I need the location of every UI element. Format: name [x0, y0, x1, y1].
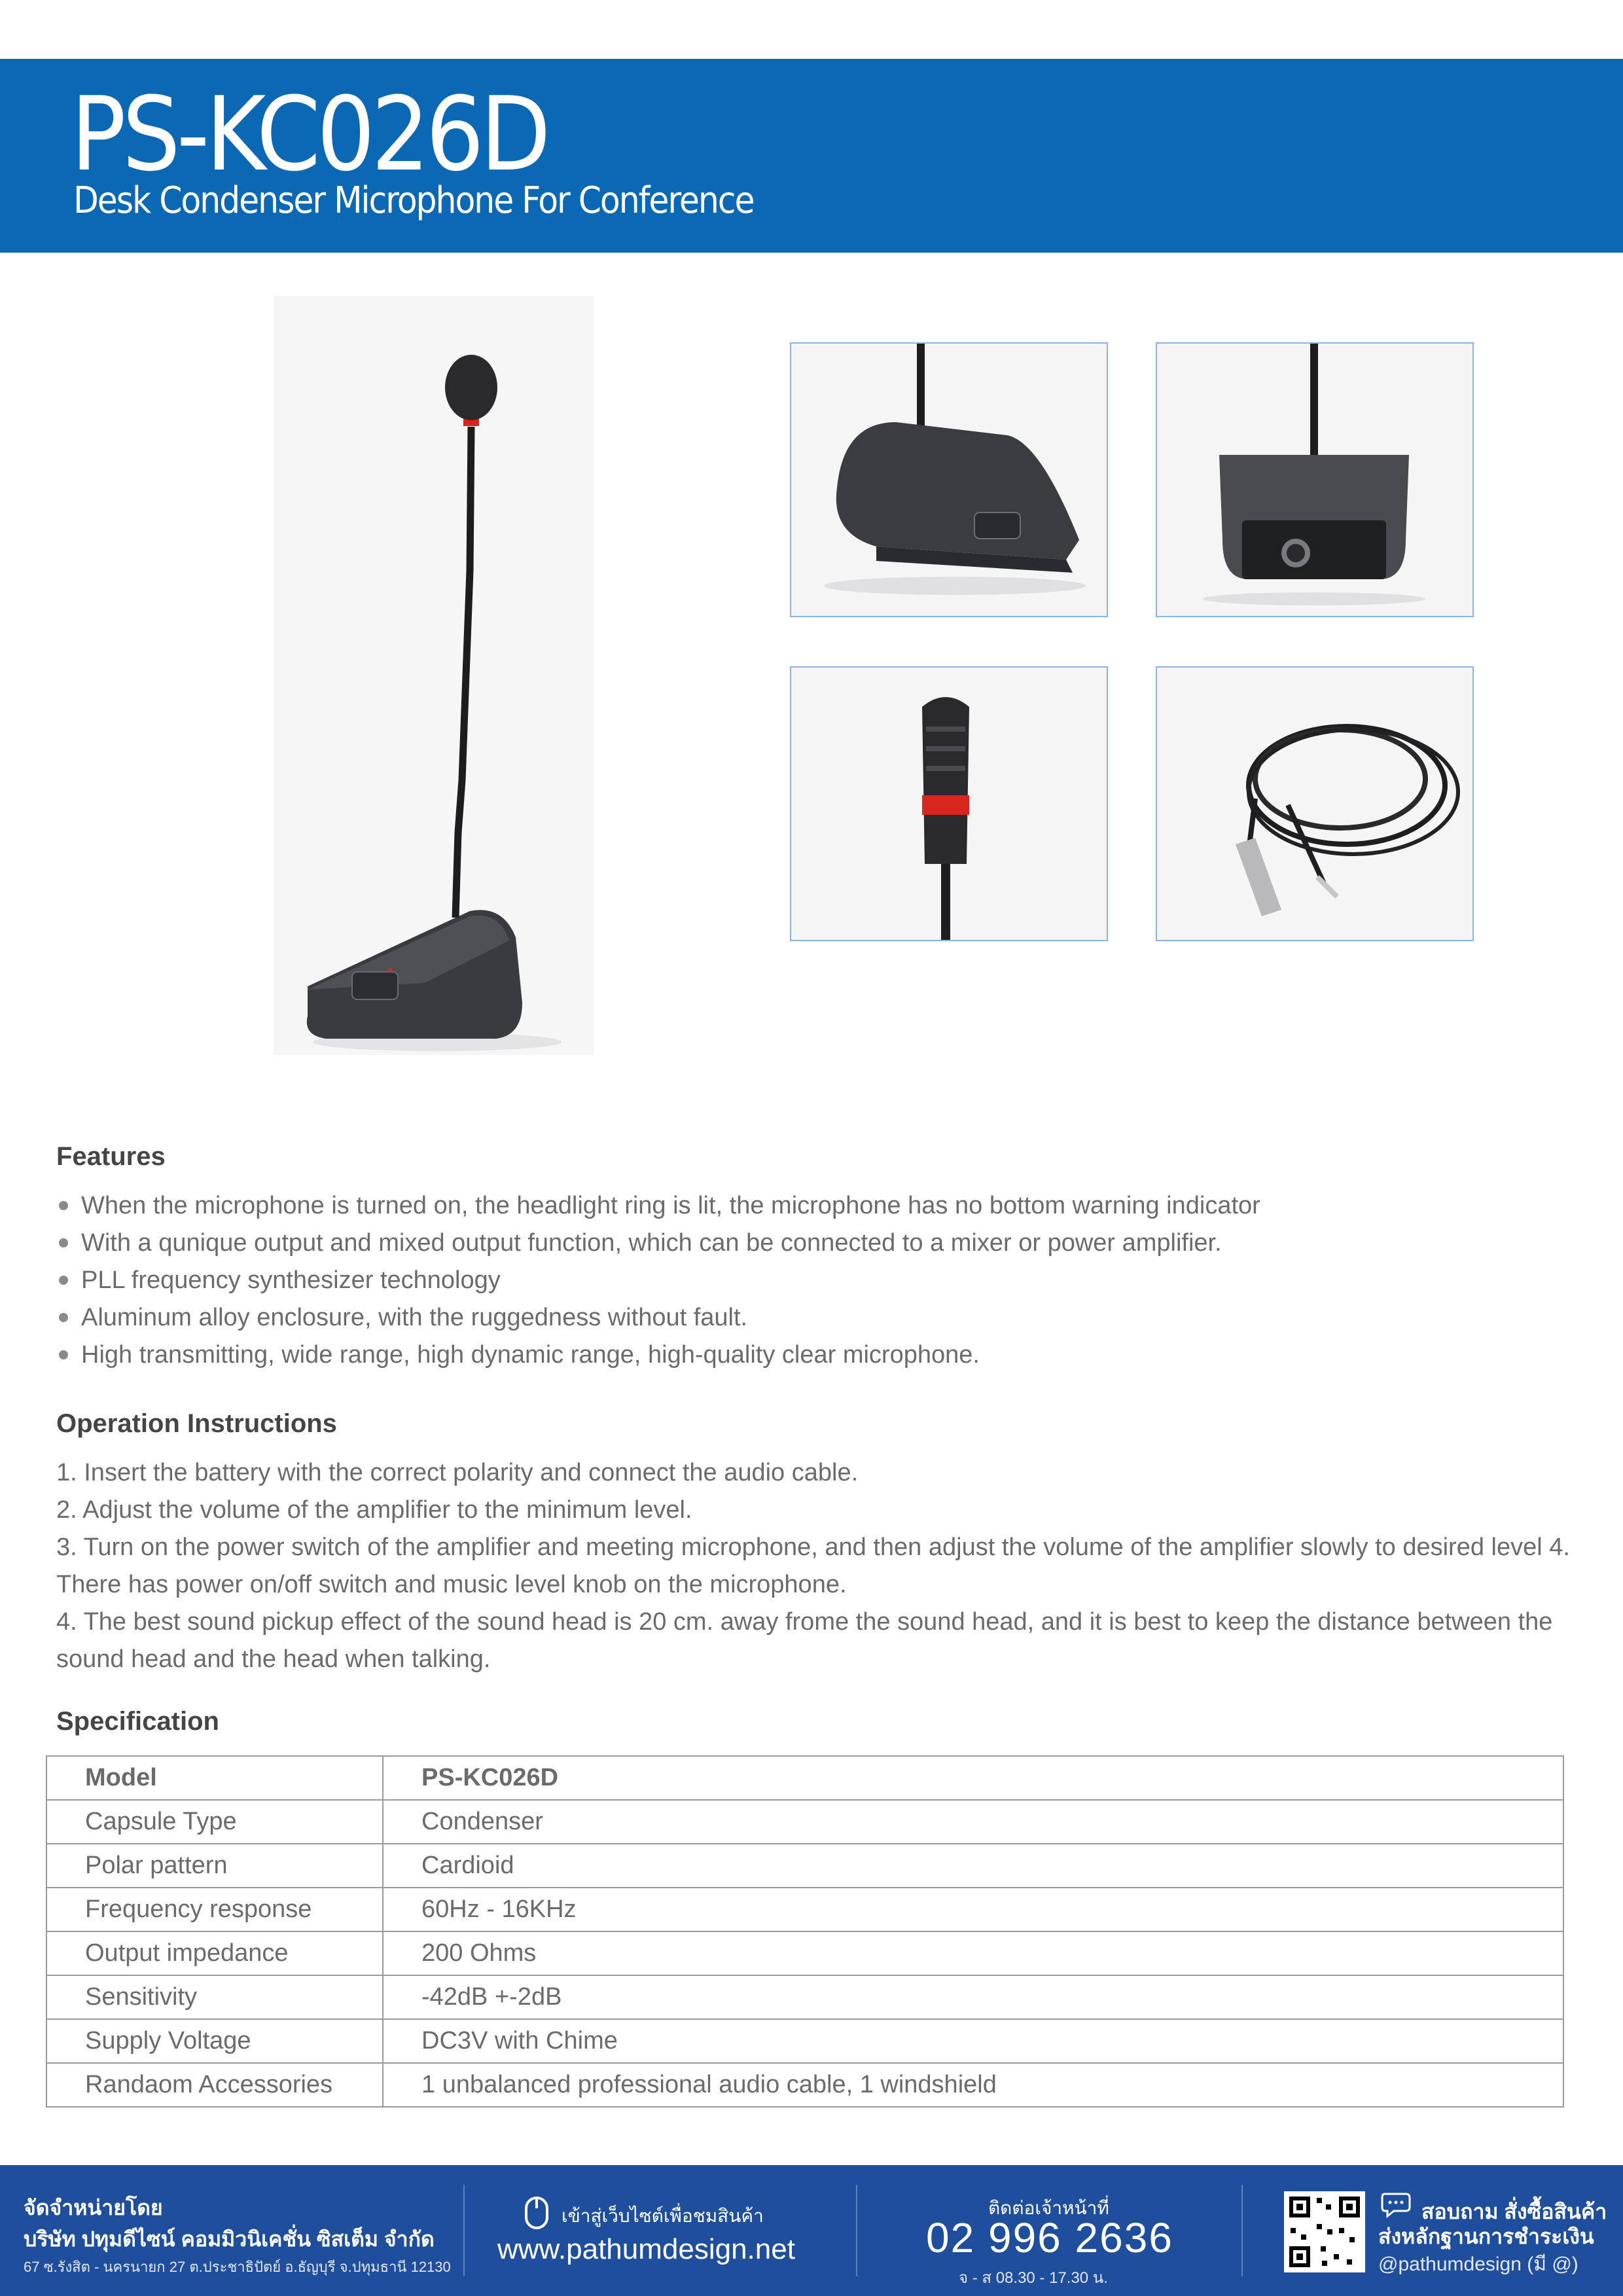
spec-label: Capsule Type [46, 1800, 383, 1844]
operation-step: 2. Adjust the volume of the amplifier to the minimum level. [56, 1496, 692, 1524]
table-row [46, 1931, 1563, 1975]
product-subtitle: Desk Condenser Microphone For Conference [73, 179, 754, 222]
footer-divider [1241, 2185, 1243, 2276]
photo-audio-cable [1156, 666, 1474, 941]
phone-number[interactable]: 02 996 2636 [926, 2214, 1173, 2261]
spec-value: 1 unbalanced professional audio cable, 1 windshield [383, 2063, 1563, 2107]
title-banner [0, 59, 1623, 253]
line-id[interactable]: @pathumdesign (มี @) [1378, 2253, 1578, 2275]
spec-value: 200 Ohms [383, 1931, 1563, 1975]
footer-bar [0, 2165, 1623, 2296]
chat-bubble-icon [1381, 2191, 1415, 2220]
product-model-title: PS-KC026D [71, 75, 547, 194]
table-row [46, 1888, 1563, 1931]
operation-step: 3. Turn on the power switch of the amplifier and meeting microphone, and then adjust the volume of the amplifier slowly to desired level 4. There has power on/off switch and music level knob on the microphone. [56, 1534, 1570, 1598]
feature-item: When the microphone is turned on, the headlight ring is lit, the microphone has no bottom warning indicator [56, 1187, 1561, 1225]
qr-code[interactable] [1284, 2191, 1365, 2272]
operation-step: 1. Insert the battery with the correct polarity and connect the audio cable. [56, 1459, 859, 1486]
payment-proof-label: ส่งหลักฐานการชำระเงิน [1378, 2225, 1594, 2248]
spec-label: Output impedance [46, 1931, 383, 1975]
spec-value: PS-KC026D [383, 1756, 1563, 1800]
table-row [46, 2019, 1563, 2063]
spec-value: 60Hz - 16KHz [383, 1888, 1563, 1931]
operation-steps [56, 1454, 1575, 1678]
photo-base-angle [790, 342, 1108, 617]
spec-label: Sensitivity [46, 1975, 383, 2019]
features-list [56, 1187, 1561, 1374]
bullet-icon [59, 1238, 68, 1247]
feature-item: With a qunique output and mixed output function, which can be connected to a mixer or power amplifier. [56, 1225, 1561, 1262]
spec-value: Cardioid [383, 1844, 1563, 1888]
bullet-icon [59, 1350, 68, 1359]
spec-label: Frequency response [46, 1888, 383, 1931]
specification-table [46, 1755, 1564, 2108]
visit-website-label: เข้าสู่เว็บไซต์เพื่อชมสินค้า [562, 2206, 764, 2226]
footer-divider [856, 2185, 857, 2276]
feature-item: Aluminum alloy enclosure, with the ruggedness without fault. [56, 1299, 1561, 1336]
bullet-icon [59, 1313, 68, 1322]
table-row [46, 1975, 1563, 2019]
photo-mic-head [790, 666, 1108, 941]
contact-label: ติดต่อเจ้าหน้าที่ [988, 2198, 1109, 2218]
bullet-icon [59, 1276, 68, 1285]
table-row [46, 1800, 1563, 1844]
mouse-icon [517, 2191, 556, 2231]
company-name: บริษัท ปทุมดีไซน์ คอมมิวนิเคชั่น ซิสเต็ม จำกัด [24, 2227, 435, 2251]
distributor-label: จัดจำหน่ายโดย [24, 2196, 163, 2219]
website-link[interactable]: www.pathumdesign.net [497, 2233, 795, 2265]
bullet-icon [59, 1201, 68, 1210]
spec-label: Polar pattern [46, 1844, 383, 1888]
office-hours: จ - ส 08.30 - 17.30 น. [959, 2269, 1108, 2287]
spec-label: Supply Voltage [46, 2019, 383, 2063]
operation-heading: Operation Instructions [56, 1409, 337, 1438]
spec-value: Condenser [383, 1800, 1563, 1844]
features-heading: Features [56, 1142, 166, 1171]
table-row [46, 2063, 1563, 2107]
feature-item: PLL frequency synthesizer technology [56, 1262, 1561, 1299]
specification-heading: Specification [56, 1707, 219, 1736]
operation-step: 4. The best sound pickup effect of the sound head is 20 cm. away frome the sound head, and it is best to keep the distance between the sound head and the head when talking. [56, 1608, 1553, 1673]
main-product-photo [274, 296, 594, 1055]
spec-label: Model [46, 1756, 383, 1800]
spec-value: -42dB +-2dB [383, 1975, 1563, 2019]
feature-item: High transmitting, wide range, high dynamic range, high-quality clear microphone. [56, 1336, 1561, 1374]
table-row [46, 1844, 1563, 1888]
photo-base-rear [1156, 342, 1474, 617]
company-address: 67 ซ.รังสิต - นครนายก 27 ต.ประชาธิปัตย์ อ.ธัญบุรี จ.ปทุมธานี 12130 [24, 2259, 451, 2275]
order-inquiry-label: สอบถาม สั่งซื้อสินค้า [1421, 2200, 1607, 2223]
table-row [46, 1756, 1563, 1800]
spec-label: Randaom Accessories [46, 2063, 383, 2107]
spec-value: DC3V with Chime [383, 2019, 1563, 2063]
footer-divider [463, 2185, 465, 2276]
